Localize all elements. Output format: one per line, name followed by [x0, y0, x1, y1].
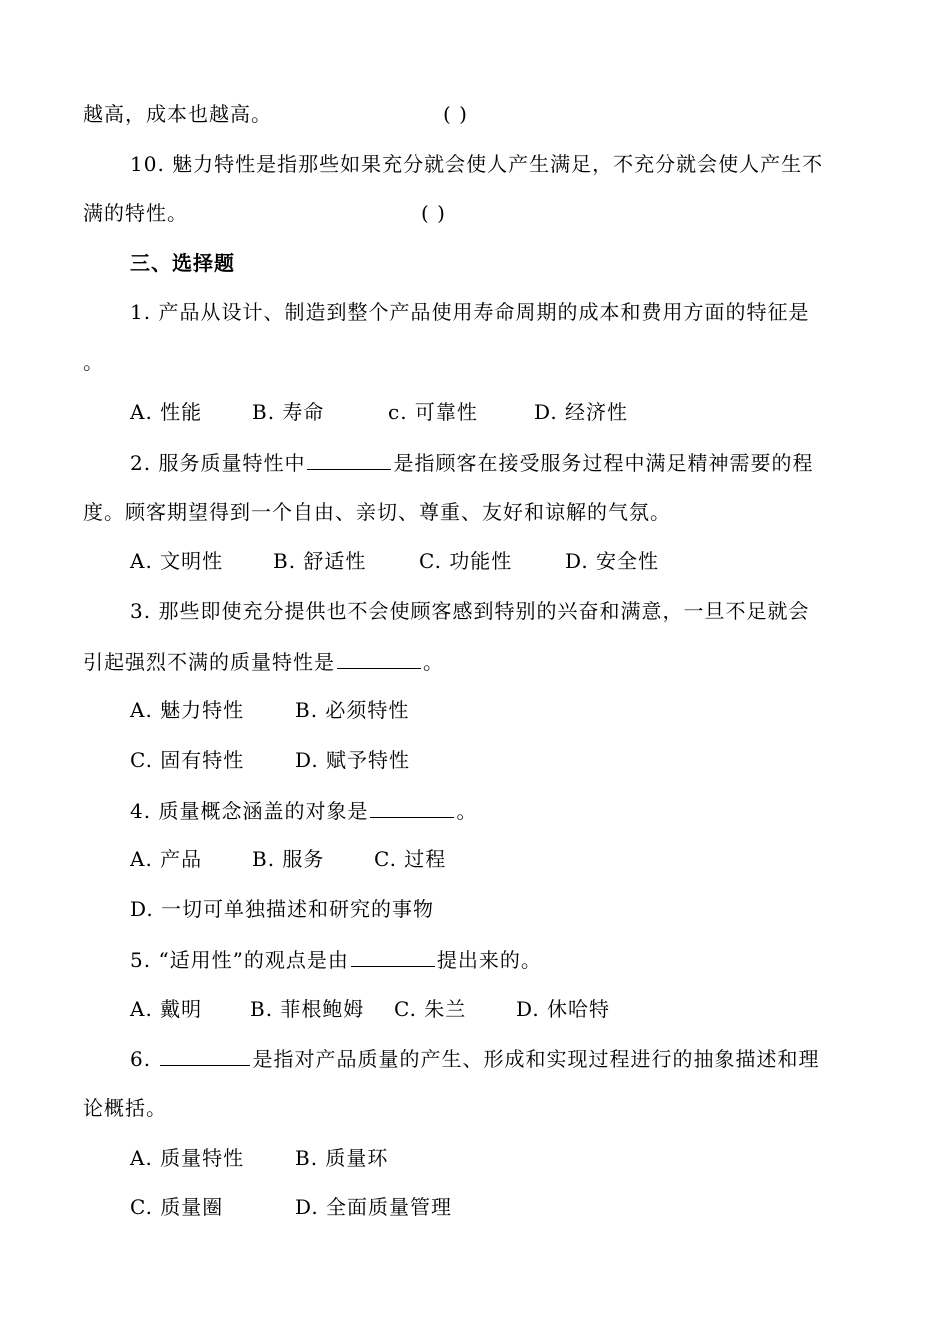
- q10-line1: 10. 魅力特性是指那些如果充分就会使人产生满足，不充分就会使人产生不: [130, 152, 824, 176]
- q9-tail-text: [83, 101, 272, 127]
- q1-option-a[interactable]: A. 性能: [130, 400, 203, 424]
- q3-option-c[interactable]: C. 固有特性: [130, 748, 245, 772]
- q6-line1-pre: 6.: [130, 1047, 159, 1071]
- q1-line2: 。: [83, 350, 104, 374]
- q6-options-row1: [130, 1145, 388, 1171]
- q2-line1-pre: 2. 服务质量特性中: [130, 451, 306, 475]
- q2-option-c[interactable]: C. 功能性: [419, 549, 513, 573]
- q6-line1: [130, 1045, 819, 1072]
- q4-option-d[interactable]: D. 一切可单独描述和研究的事物: [130, 897, 435, 921]
- q5-options: [130, 996, 610, 1022]
- q10-line2: 满的特性。: [83, 201, 188, 225]
- q3-option-a[interactable]: A. 魅力特性: [130, 698, 245, 722]
- q2-option-b[interactable]: B. 舒适性: [273, 549, 367, 573]
- q1-option-b[interactable]: B. 寿命: [252, 400, 325, 424]
- q2-line2: 度。顾客期望得到一个自由、亲切、尊重、友好和谅解的气氛。: [83, 500, 671, 524]
- q2-option-d[interactable]: D. 安全性: [565, 549, 660, 573]
- q2-option-a[interactable]: A. 文明性: [130, 549, 224, 573]
- q5-option-c[interactable]: C. 朱兰: [394, 997, 467, 1021]
- q5-answer-blank[interactable]: [351, 946, 435, 967]
- q5-option-d[interactable]: D. 休哈特: [516, 997, 611, 1021]
- q2-answer-blank[interactable]: [307, 449, 391, 470]
- q6-option-a[interactable]: A. 质量特性: [130, 1146, 245, 1170]
- q1-option-d[interactable]: D. 经济性: [534, 400, 629, 424]
- q5-line1-pre: 5. “适用性”的观点是由: [130, 948, 349, 972]
- q3-line2-pre: 引起强烈不满的质量特性是: [83, 650, 335, 674]
- q2-options: [130, 548, 659, 574]
- q3-option-b[interactable]: B. 必须特性: [295, 698, 410, 722]
- q9-tail: 越高，成本也越高。: [83, 102, 272, 126]
- q3-line2: [83, 648, 444, 675]
- q1-options: [130, 399, 628, 425]
- section-heading: 三、选择题: [130, 251, 235, 275]
- q9-answer-paren: ( ): [443, 102, 468, 126]
- q6-line1-post: 是指对产品质量的产生、形成和实现过程进行的抽象描述和理: [252, 1047, 820, 1071]
- q6-option-d[interactable]: D. 全面质量管理: [295, 1195, 453, 1219]
- q5-line1: [130, 946, 542, 973]
- q3-line2-post: 。: [423, 650, 444, 674]
- q6-options-row2: [130, 1194, 452, 1220]
- q4-line1-pre: 4. 质量概念涵盖的对象是: [130, 799, 369, 823]
- q10-answer-paren: ( ): [421, 201, 446, 225]
- q2-line1-post: 是指顾客在接受服务过程中满足精神需要的程: [393, 451, 814, 475]
- q5-option-b[interactable]: B. 菲根鲍姆: [250, 997, 365, 1021]
- q4-options-row1: [130, 846, 446, 872]
- q2-line1: [130, 449, 813, 476]
- q6-option-c[interactable]: C. 质量圈: [130, 1195, 224, 1219]
- q6-line2: 论概括。: [83, 1096, 167, 1120]
- q6-answer-blank[interactable]: [160, 1045, 250, 1066]
- q3-line1: 3. 那些即使充分提供也不会使顾客感到特别的兴奋和满意，一旦不足就会: [130, 599, 810, 623]
- q4-options-row2: [130, 896, 434, 922]
- q5-option-a[interactable]: A. 戴明: [130, 997, 203, 1021]
- q3-option-d[interactable]: D. 赋予特性: [295, 748, 411, 772]
- q1-line1: 1. 产品从设计、制造到整个产品使用寿命周期的成本和费用方面的特征是: [130, 300, 810, 324]
- q3-answer-blank[interactable]: [337, 648, 421, 669]
- q6-option-b[interactable]: B. 质量环: [295, 1146, 389, 1170]
- q4-line1: [130, 797, 477, 824]
- q4-line1-post: 。: [456, 799, 478, 823]
- q5-line1-post: 提出来的。: [436, 948, 542, 972]
- q3-options-row2: [130, 747, 410, 773]
- q4-option-a[interactable]: A. 产品: [130, 847, 203, 871]
- q4-answer-blank[interactable]: [370, 797, 454, 818]
- q3-options-row1: [130, 697, 409, 723]
- q1-option-c[interactable]: c. 可靠性: [388, 400, 478, 424]
- q4-option-b[interactable]: B. 服务: [252, 847, 325, 871]
- q4-option-c[interactable]: C. 过程: [374, 847, 447, 871]
